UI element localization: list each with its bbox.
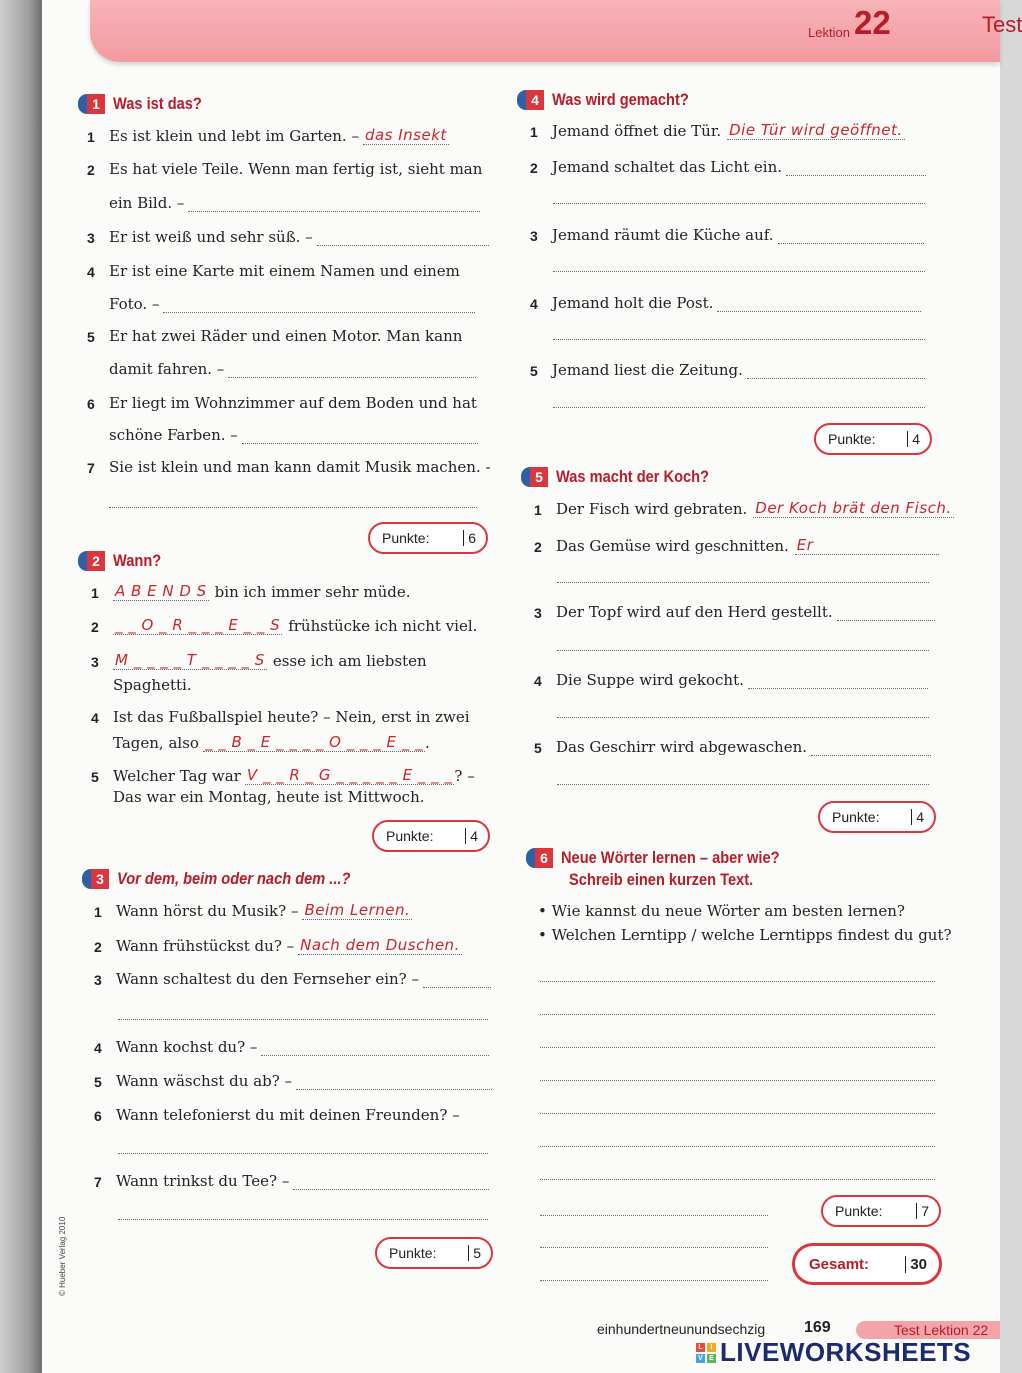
ex4-answer-5b[interactable] bbox=[553, 407, 925, 408]
ex5-answer-4[interactable] bbox=[748, 675, 928, 689]
ex2-item-5: 5 Welcher Tag war V _ _ R _ G _ _ _ _ _ E _ _ _ ? – bbox=[91, 766, 475, 785]
ex4-answer-4b[interactable] bbox=[553, 339, 925, 340]
lektion-number: 22 bbox=[854, 4, 891, 41]
ex4-header bbox=[517, 90, 711, 110]
ex6-subtitle: Schreib einen kurzen Text. bbox=[569, 870, 754, 889]
ex1-answer-5[interactable] bbox=[228, 364, 476, 378]
ex1-item-4-cont: Foto. – bbox=[109, 295, 475, 313]
ex1-item-5-cont: damit fahren. – bbox=[109, 360, 476, 378]
ex2-item-3: 3 M _ _ _ _ T _ _ _ _ S esse ich am liebsten bbox=[91, 651, 427, 670]
ex6-write-line-3[interactable] bbox=[540, 1047, 935, 1048]
logo-icon: L I V E bbox=[696, 1343, 716, 1363]
ex2-answer-3[interactable]: M _ _ _ _ T _ _ _ _ S bbox=[115, 651, 265, 669]
ex4-title: Was wird gemacht? bbox=[552, 90, 689, 109]
ex3-points-box: Punkte: 5 bbox=[375, 1237, 493, 1269]
ex1-header bbox=[78, 94, 216, 114]
ex1-points-box: Punkte: 6 bbox=[368, 522, 488, 554]
ex3-answer-2[interactable]: Nach dem Duschen. bbox=[300, 936, 460, 954]
ex5-title: Was macht der Koch? bbox=[556, 467, 709, 486]
ex3-badge: 3 bbox=[82, 869, 109, 889]
ex2-item-4-cont: Tagen, also _ _ B _ E _ _ _ _ O _ _ _ E _ _ . bbox=[113, 733, 430, 752]
ex1-answer-7[interactable] bbox=[109, 507, 477, 508]
ex4-item-5: 5 Jemand liest die Zeitung. bbox=[530, 361, 925, 379]
ex4-answer-4[interactable] bbox=[717, 298, 921, 312]
ex2-item-4: 4 Ist das Fußballspiel heute? – Nein, erst in zwei bbox=[91, 708, 470, 726]
ex5-answer-3[interactable] bbox=[837, 607, 935, 621]
ex5-answer-3b[interactable] bbox=[557, 650, 929, 651]
ex3-answer-4[interactable] bbox=[261, 1042, 489, 1056]
ex2-item-2: 2 _ _ O _ R _ _ _ E _ _ S frühstücke ich nicht viel. bbox=[91, 616, 478, 635]
ex3-answer-7b[interactable] bbox=[118, 1219, 488, 1220]
ex1-item-3: 3 Er ist weiß und sehr süß. – bbox=[87, 228, 489, 246]
ex1-item-6: 6 Er liegt im Wohnzimmer auf dem Boden und hat bbox=[87, 394, 477, 412]
ex2-header bbox=[78, 551, 169, 571]
ex5-item-5: 5 Das Geschirr wird abgewaschen. bbox=[534, 738, 931, 756]
total-points-box: Gesamt: 30 bbox=[792, 1243, 942, 1285]
ex5-answer-2[interactable]: Er bbox=[795, 536, 939, 555]
ex2-answer-5[interactable]: V _ _ R _ G _ _ _ _ _ E _ _ _ bbox=[246, 766, 453, 784]
ex6-bullet-2: • Welchen Lerntipp / welche Lerntipps findest du gut? bbox=[538, 926, 952, 944]
ex2-points-box: Punkte: 4 bbox=[372, 820, 490, 852]
ex1-item-4: 4 Er ist eine Karte mit einem Namen und einem bbox=[87, 262, 460, 280]
ex1-item-1: 1 Es ist klein und lebt im Garten. – das Insekt bbox=[87, 126, 447, 145]
ex5-item-2: 2 Das Gemüse wird geschnitten. Er bbox=[534, 536, 939, 555]
copyright: © Hueber Verlag 2010 bbox=[58, 1216, 67, 1296]
ex4-item-4: 4 Jemand holt die Post. bbox=[530, 294, 921, 312]
ex6-write-line-10[interactable] bbox=[540, 1280, 768, 1281]
ex4-badge: 4 bbox=[517, 90, 544, 110]
ex3-answer-3[interactable] bbox=[423, 974, 491, 988]
ex1-title: Was ist das? bbox=[113, 94, 202, 113]
ex4-answer-5[interactable] bbox=[747, 365, 925, 379]
ex5-answer-5b[interactable] bbox=[557, 784, 929, 785]
book-spine bbox=[0, 0, 42, 1373]
ex3-item-2: 2 Wann frühstückst du? – Nach dem Duschen. bbox=[94, 936, 460, 955]
ex3-item-5: 5 Wann wäschst du ab? – bbox=[94, 1072, 492, 1090]
ex3-header bbox=[82, 869, 388, 889]
ex5-item-3: 3 Der Topf wird auf den Herd gestellt. bbox=[534, 603, 935, 621]
ex1-answer-4[interactable] bbox=[163, 299, 475, 313]
logo-text: LIVEWORKSHEETS bbox=[720, 1337, 972, 1367]
ex3-answer-1[interactable]: Beim Lernen. bbox=[304, 901, 411, 919]
ex5-item-4: 4 Die Suppe wird gekocht. bbox=[534, 671, 928, 689]
ex5-item-1: 1 Der Fisch wird gebraten. Der Koch brät den Fisch. bbox=[534, 499, 952, 518]
ex6-write-line-8[interactable] bbox=[540, 1215, 768, 1216]
ex1-item-6-cont: schöne Farben. – bbox=[109, 426, 478, 444]
ex6-write-line-4[interactable] bbox=[540, 1080, 935, 1081]
ex4-points-box: Punkte: 4 bbox=[814, 423, 932, 455]
ex3-item-1: 1 Wann hörst du Musik? – Beim Lernen. bbox=[94, 901, 411, 920]
lektion-label: Lektion bbox=[808, 25, 850, 40]
ex6-badge: 6 bbox=[526, 848, 553, 868]
liveworksheets-logo[interactable] bbox=[696, 1337, 971, 1368]
ex6-bullet-1: • Wie kannst du neue Wörter am besten lernen? bbox=[538, 902, 905, 920]
ex4-item-2: 2 Jemand schaltet das Licht ein. bbox=[530, 158, 926, 176]
test-label: Test bbox=[982, 12, 1022, 37]
ex1-item-5: 5 Er hat zwei Räder und einen Motor. Man kann bbox=[87, 327, 463, 345]
ex6-write-line-1[interactable] bbox=[540, 981, 935, 982]
ex4-answer-2b[interactable] bbox=[553, 203, 925, 204]
ex5-header bbox=[521, 467, 734, 487]
ex5-badge: 5 bbox=[521, 467, 548, 487]
ex1-answer-6[interactable] bbox=[242, 430, 478, 444]
ex3-item-6: 6 Wann telefonierst du mit deinen Freunden? – bbox=[94, 1106, 460, 1124]
ex2-item-3-cont: Spaghetti. bbox=[113, 676, 192, 694]
ex2-answer-1[interactable]: A B E N D S bbox=[115, 582, 207, 600]
page-number-word: einhundertneunundsechzig bbox=[597, 1321, 766, 1337]
ex4-answer-2[interactable] bbox=[786, 162, 926, 176]
ex1-answer-1[interactable]: das Insekt bbox=[364, 126, 447, 144]
ex3-answer-5[interactable] bbox=[296, 1076, 492, 1090]
ex4-item-1: 1 Jemand öffnet die Tür. Die Tür wird geöffnet. bbox=[530, 121, 903, 140]
ex5-answer-4b[interactable] bbox=[557, 717, 929, 718]
ex3-answer-6[interactable] bbox=[118, 1153, 488, 1154]
ex6-write-line-9[interactable] bbox=[540, 1247, 768, 1248]
ex3-item-3: 3 Wann schaltest du den Fernseher ein? – bbox=[94, 970, 491, 988]
ex4-answer-1[interactable]: Die Tür wird geöffnet. bbox=[729, 121, 903, 139]
ex2-badge: 2 bbox=[78, 551, 105, 571]
ex6-write-line-7[interactable] bbox=[540, 1179, 935, 1180]
ex5-points-box: Punkte: 4 bbox=[818, 801, 936, 833]
ex3-answer-3b[interactable] bbox=[118, 1019, 488, 1020]
footer-tab: Test Lektion 22 bbox=[856, 1321, 1000, 1339]
ex3-title: Vor dem, beim oder nach dem ...? bbox=[117, 869, 351, 888]
ex6-write-line-6[interactable] bbox=[540, 1146, 935, 1147]
ex2-item-1: 1 A B E N D S bin ich immer sehr müde. bbox=[91, 582, 411, 601]
ex1-item-7: 7 Sie ist klein und man kann damit Musik machen. - bbox=[87, 458, 491, 476]
ex5-answer-5[interactable] bbox=[811, 742, 931, 756]
ex3-item-7: 7 Wann trinkst du Tee? – bbox=[94, 1172, 489, 1190]
ex2-title: Wann? bbox=[113, 551, 162, 570]
ex6-points-box: Punkte: 7 bbox=[821, 1195, 941, 1227]
ex2-item-5-cont: Das war ein Montag, heute ist Mittwoch. bbox=[113, 788, 425, 806]
ex3-item-4: 4 Wann kochst du? – bbox=[94, 1038, 489, 1056]
ex6-title: Neue Wörter lernen – aber wie? bbox=[561, 848, 780, 867]
ex6-header bbox=[526, 848, 815, 868]
ex1-answer-3[interactable] bbox=[317, 232, 489, 246]
ex2-answer-4[interactable]: _ _ B _ E _ _ _ _ O _ _ _ E _ _ bbox=[204, 733, 424, 751]
ex1-item-2: 2 Es hat viele Teile. Wenn man fertig ist, sieht man bbox=[87, 160, 483, 178]
ex5-answer-1[interactable]: Der Koch brät den Fisch. bbox=[755, 499, 952, 517]
ex3-answer-7[interactable] bbox=[293, 1176, 489, 1190]
ex5-answer-2b[interactable] bbox=[557, 582, 929, 583]
ex6-write-line-2[interactable] bbox=[540, 1014, 935, 1015]
ex1-item-2-cont: ein Bild. – bbox=[109, 194, 480, 212]
ex4-answer-3[interactable] bbox=[778, 230, 924, 244]
ex4-answer-3b[interactable] bbox=[553, 271, 925, 272]
ex2-answer-2[interactable]: _ _ O _ R _ _ _ E _ _ S bbox=[115, 616, 281, 634]
ex1-answer-2[interactable] bbox=[188, 198, 480, 212]
page-number: 169 bbox=[804, 1319, 831, 1336]
ex4-item-3: 3 Jemand räumt die Küche auf. bbox=[530, 226, 924, 244]
ex6-write-line-5[interactable] bbox=[540, 1113, 935, 1114]
page-header bbox=[90, 0, 1022, 62]
ex1-badge: 1 bbox=[78, 94, 105, 114]
